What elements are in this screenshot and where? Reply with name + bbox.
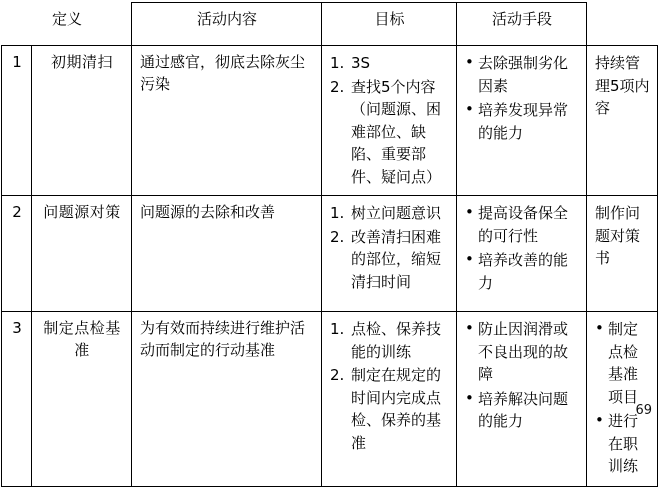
row-goals (457, 312, 587, 487)
row-goals (457, 46, 587, 196)
bullet-icon: • (595, 319, 604, 337)
list-marker: 1. (330, 204, 345, 222)
list-item-text: 树立问题意识 (351, 204, 442, 222)
list-marker: 1. (330, 320, 345, 338)
list-item (330, 364, 449, 454)
row-means (587, 46, 658, 196)
row-activities (322, 312, 457, 487)
list-item-text: 3S (351, 54, 371, 72)
list-item-text: 去除强制劣化因素 (478, 54, 569, 95)
bullet-icon: • (465, 319, 474, 337)
list-item-text: 培养发现异常的能力 (478, 101, 569, 142)
row-means (587, 312, 658, 487)
bullet-icon: • (465, 53, 474, 71)
means-text: 制作问题对策书 (595, 204, 641, 267)
row-definition: 问题源的去除和改善 (132, 196, 322, 312)
list-marker: 1. (330, 54, 345, 72)
row-number: 2 (2, 196, 32, 312)
list-item (330, 52, 449, 75)
row-definition: 为有效而持续进行维护活动而制定的行动基准 (132, 312, 322, 487)
table-row (2, 196, 658, 312)
list-item-text: 制定在规定的时间内完成点检、保养的基准 (351, 366, 442, 452)
list-item-text: 进行在职训练 (608, 412, 639, 475)
bullet-icon: • (465, 250, 474, 268)
bullet-icon: • (465, 388, 474, 407)
row-means (587, 196, 658, 312)
table-row (2, 46, 658, 196)
row-phase-name: 制定点检基准 (32, 312, 132, 487)
page-number: 69 (635, 403, 652, 418)
column-header-means: 活动手段 (457, 3, 587, 46)
list-item (465, 52, 579, 97)
list-item (465, 388, 579, 433)
row-phase-name: 问题源对策 (32, 196, 132, 312)
list-item (465, 99, 579, 144)
list-item-text: 查找5个内容（问题源、困难部位、缺陷、重要部件、疑问点） (351, 77, 442, 186)
column-header-blank (2, 3, 132, 46)
row-definition: 通过感官，彻底去除灰尘污染 (132, 46, 322, 196)
list-item (465, 249, 579, 294)
list-item-text: 改善清扫困难的部位，缩短清扫时间 (351, 227, 442, 291)
list-item-text: 防止因润滑或不良出现的故障 (478, 320, 569, 383)
list-item (330, 76, 449, 189)
list-item (465, 318, 579, 386)
list-marker: 2. (330, 366, 345, 384)
row-number: 1 (2, 46, 32, 196)
list-item (465, 202, 579, 247)
column-header-goal: 目标 (322, 3, 457, 46)
table-header-row (2, 3, 658, 46)
means-text: 持续管理5项内容 (595, 54, 650, 117)
list-marker: 2. (330, 227, 345, 246)
list-item-text: 培养解决问题的能力 (478, 389, 569, 430)
row-goals (457, 196, 587, 312)
list-item (330, 226, 449, 294)
list-item (595, 410, 650, 478)
row-activities (322, 196, 457, 312)
list-item-text: 制定点检基准项目 (608, 320, 639, 406)
list-item (330, 202, 449, 225)
list-marker: 2. (330, 77, 345, 96)
list-item (595, 318, 650, 408)
table-row (2, 312, 658, 487)
list-item-text: 培养改善的能力 (478, 251, 569, 292)
list-item (330, 318, 449, 363)
bullet-icon: • (595, 411, 604, 429)
bullet-icon: • (465, 100, 474, 118)
list-item-text: 点检、保养技能的训练 (351, 320, 442, 361)
column-header-definition: 定义 (52, 10, 83, 28)
row-phase-name: 初期清扫 (32, 46, 132, 196)
list-item-text: 提高设备保全的可行性 (478, 204, 569, 245)
row-activities (322, 46, 457, 196)
bullet-icon: • (465, 203, 474, 221)
column-header-activity: 活动内容 (132, 3, 322, 46)
row-number: 3 (2, 312, 32, 487)
maintenance-activity-table (1, 2, 658, 487)
